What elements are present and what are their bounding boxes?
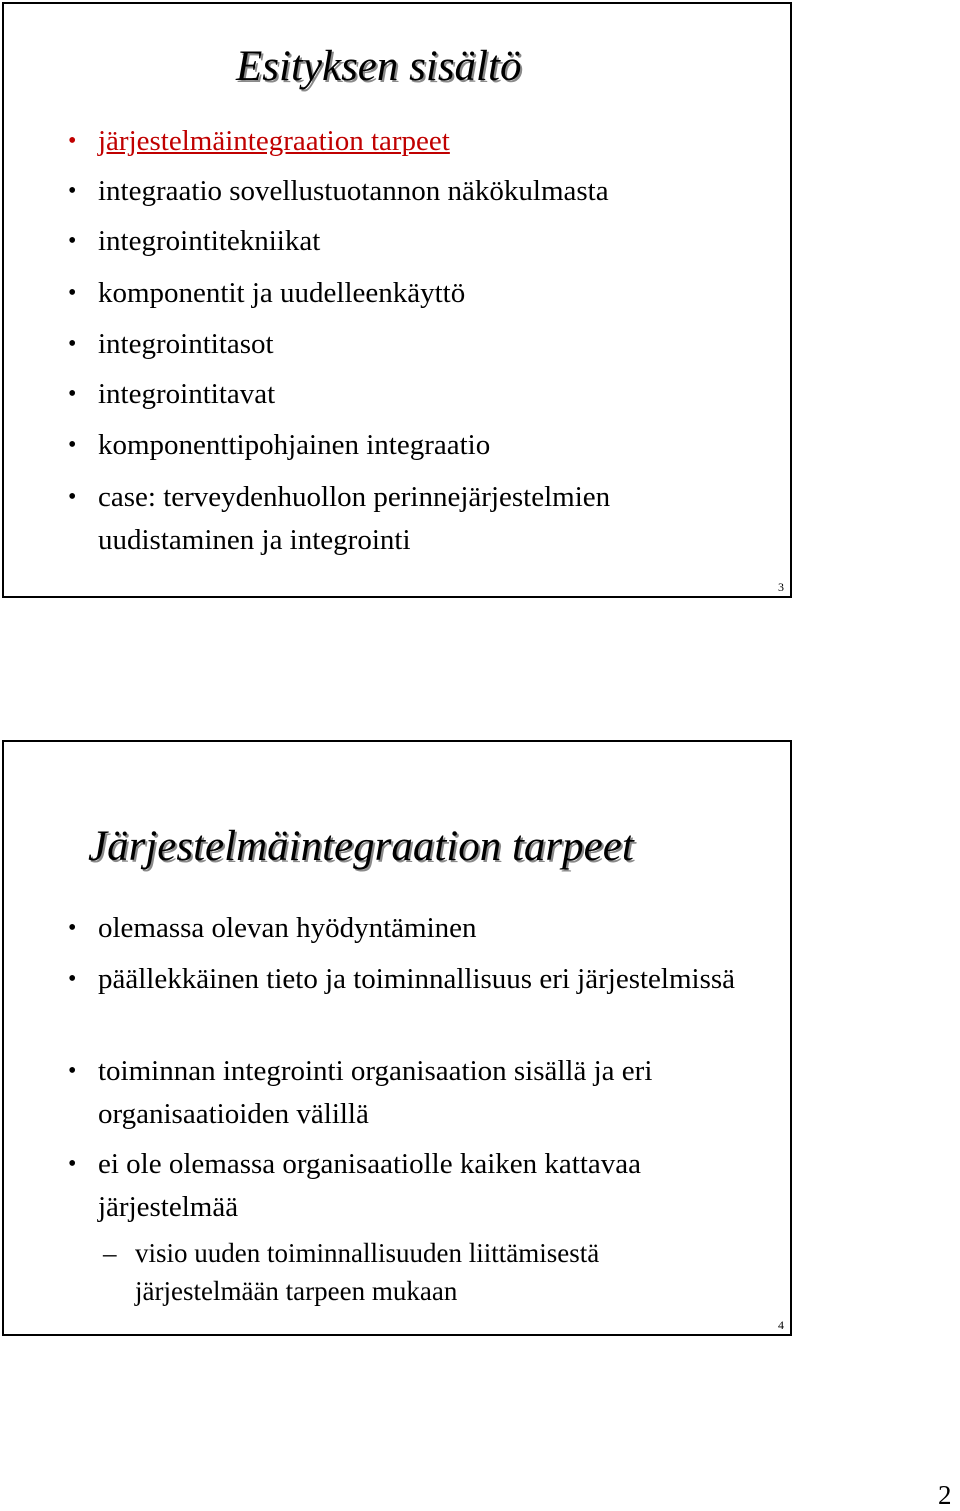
bullet-item: • integrointitekniikat (98, 220, 738, 263)
bullet-item: • toiminnan integrointi organisaation sisällä ja eri organisaatioiden välillä (98, 1050, 738, 1136)
bullet-item: • integrointitasot (98, 323, 738, 366)
bullet-item: • integraatio sovellustuotannon näkökulmasta (98, 170, 738, 213)
bullet-item: • integrointitavat (98, 373, 738, 416)
bullet-item-link[interactable]: • järjestelmäintegraation tarpeet (98, 120, 738, 163)
bullet-item: • ei ole olemassa organisaatiolle kaiken kattavaa järjestelmää (98, 1143, 738, 1229)
slide-number: 3 (778, 580, 784, 594)
bullet-item: • päällekkäinen tieto ja toiminnallisuus eri järjestelmissä (98, 958, 738, 1001)
sub-bullet-item: – visio uuden toiminnallisuuden liittämisestä järjestelmään tarpeen mukaan (135, 1234, 735, 1310)
slide-number: 4 (778, 1318, 784, 1332)
slide-title: Järjestelmäintegraation tarpeet (88, 823, 634, 870)
bullet-item: • komponenttipohjainen integraatio (98, 424, 738, 467)
page-number: 2 (938, 1480, 952, 1510)
bullet-item: • komponentit ja uudelleenkäyttö (98, 272, 738, 315)
bullet-item: • olemassa olevan hyödyntäminen (98, 907, 738, 950)
bullet-item: • case: terveydenhuollon perinnejärjestelmien uudistaminen ja integrointi (98, 476, 738, 562)
slide-title: Esityksen sisältö (236, 43, 522, 90)
